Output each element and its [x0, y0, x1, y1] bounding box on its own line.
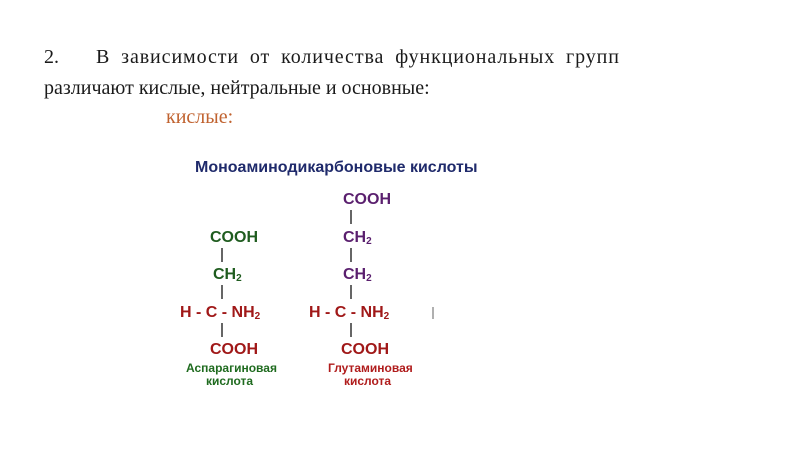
line-1-text: В зависимости от количества функциональных групп	[96, 46, 620, 68]
aspartic-cooh-side: COOH	[210, 229, 258, 246]
aspartic-cooh-alpha: COOH	[210, 341, 258, 358]
subheading-acidic: кислые:	[166, 106, 234, 128]
glutamic-name: Глутаминовая кислота	[328, 361, 413, 388]
diagram-title: Моноаминодикарбоновые кислоты	[195, 159, 478, 176]
aspartic-name: Аспарагиновая кислота	[186, 361, 277, 388]
slide-line-2: различают кислые, нейтральные и основные:	[44, 77, 430, 99]
bond-line	[350, 323, 352, 337]
bond-line	[350, 248, 352, 262]
bond-line	[221, 285, 223, 299]
aspartic-alpha-carbon: H - C - $NH_2$	[180, 304, 261, 322]
glutamic-cooh-side: COOH	[343, 191, 391, 208]
bond-line	[221, 248, 223, 262]
bond-line	[350, 210, 352, 224]
glutamic-ch2-gamma: $CH_2$	[343, 229, 372, 247]
bond-line	[350, 285, 352, 299]
glutamic-ch2-beta: $CH_2$	[343, 266, 372, 284]
slide-line-1	[44, 46, 670, 69]
glutamic-cooh-alpha: COOH	[341, 341, 389, 358]
item-number: 2.	[44, 46, 59, 68]
aspartic-ch2: $CH_2$	[213, 266, 242, 284]
glutamic-alpha-carbon: H - C - $NH_2$	[309, 304, 390, 322]
image-edge-mark	[432, 307, 434, 319]
bond-line	[221, 323, 223, 337]
